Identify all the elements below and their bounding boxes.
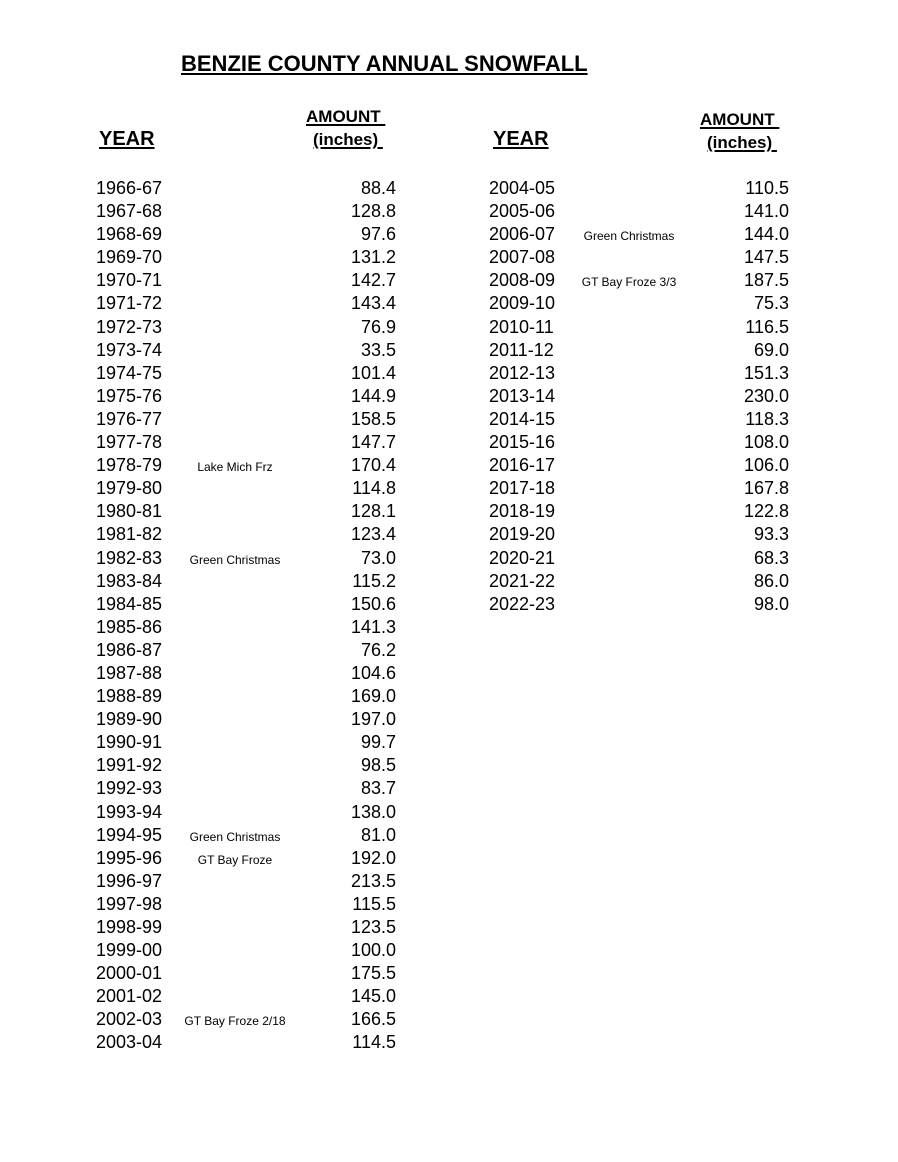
snowfall-amount: 114.5 [352,1032,396,1053]
season-year: 1984-85 [96,593,163,614]
season-year: 1983-84 [96,570,163,591]
season-year: 2000-01 [96,963,163,984]
season-year: 1972-73 [96,316,163,337]
snowfall-amount: 99.7 [360,732,396,753]
snowfall-amount: 118.3 [745,408,789,429]
snowfall-amount: 230.0 [743,385,789,406]
right-amount-header-line1: AMOUNT [700,110,780,129]
season-year: 1991-92 [96,755,163,776]
table-row [96,479,396,502]
snowfall-amount: 169.0 [350,686,396,707]
table-row [96,803,396,826]
snowfall-amount: 192.0 [350,847,396,868]
snowfall-amount: 98.5 [360,755,396,776]
table-row [489,410,789,433]
table-row [96,294,396,317]
table-row [96,733,396,756]
snowfall-amount: 142.7 [350,270,396,291]
table-row [489,202,789,225]
table-row [96,433,396,456]
season-year: 1975-76 [96,385,163,406]
season-year: 2014-15 [489,408,556,429]
season-year: 2015-16 [489,432,556,453]
table-row [96,572,396,595]
table-row [96,248,396,271]
table-row [96,387,396,410]
season-year: 1980-81 [96,501,163,522]
table-row [96,1033,396,1056]
season-year: 2006-07 [489,224,556,245]
snowfall-amount: 76.2 [360,639,396,660]
season-year: 1977-78 [96,432,163,453]
snowfall-amount: 122.8 [743,501,789,522]
left-snowfall-list [96,179,396,1057]
snowfall-amount: 115.2 [352,570,396,591]
table-row [96,849,396,872]
season-year: 2004-05 [489,178,556,198]
snowfall-amount: 150.6 [350,593,396,614]
season-year: 1994-95 [96,824,163,845]
table-row [489,271,789,294]
season-year: 1992-93 [96,778,163,799]
season-year: 2007-08 [489,247,556,268]
season-year: 2022-23 [489,593,556,614]
table-row [96,225,396,248]
season-year: 2008-09 [489,270,556,291]
season-year: 1979-80 [96,478,163,499]
table-row [96,779,396,802]
season-year: 1989-90 [96,709,163,730]
season-year: 1966-67 [96,178,163,198]
table-row [489,248,789,271]
table-row [96,941,396,964]
season-year: 2002-03 [96,1009,163,1030]
snowfall-amount: 143.4 [350,293,396,314]
snowfall-amount: 147.5 [743,247,789,268]
season-year: 2011-12 [489,339,554,360]
season-year: 1993-94 [96,801,163,822]
season-year: 1981-82 [96,524,163,545]
snowfall-amount: 141.3 [350,616,396,637]
season-note: GT Bay Froze [197,852,273,867]
season-year: 2021-22 [489,570,556,591]
table-row [489,179,789,202]
table-row [489,456,789,479]
snowfall-amount: 83.7 [360,778,396,799]
season-year: 1967-68 [96,201,163,222]
season-year: 1973-74 [96,339,163,360]
snowfall-amount: 141.0 [743,201,789,222]
season-year: 2016-17 [489,455,556,476]
snowfall-amount: 166.5 [350,1009,396,1030]
snowfall-amount: 101.4 [350,362,396,383]
snowfall-amount: 104.6 [350,662,396,683]
season-year: 1978-79 [96,455,163,476]
snowfall-amount: 108.0 [743,432,789,453]
season-year: 1996-97 [96,870,163,891]
snowfall-amount: 138.0 [350,801,396,822]
table-row [96,710,396,733]
right-snowfall-list [489,179,789,618]
table-row [96,918,396,941]
snowfall-amount: 123.5 [350,917,396,937]
snowfall-amount: 158.5 [350,408,396,429]
season-year: 1976-77 [96,408,163,429]
table-row [489,595,789,618]
left-amount-header-line1: AMOUNT [306,107,386,126]
snowfall-amount: 144.9 [350,385,396,406]
snowfall-amount: 81.0 [360,824,396,845]
snowfall-amount: 187.5 [743,270,789,291]
table-row [96,341,396,364]
season-year: 1987-88 [96,662,163,683]
table-row [96,525,396,548]
table-row [96,549,396,572]
season-year: 1971-72 [96,293,163,314]
table-row [489,525,789,548]
season-year: 1974-75 [96,362,163,383]
season-year: 1986-87 [96,639,163,660]
snowfall-amount: 76.9 [360,316,396,337]
table-row [489,549,789,572]
season-year: 1999-00 [96,940,163,961]
snowfall-amount: 147.7 [350,432,396,453]
table-row [96,964,396,987]
snowfall-amount: 88.4 [360,178,396,198]
snowfall-amount: 144.0 [743,224,789,245]
right-year-header: YEAR [493,128,549,150]
table-row [96,618,396,641]
season-year: 1969-70 [96,247,163,268]
season-note: GT Bay Froze 2/18 [184,1014,286,1029]
snowfall-amount: 68.3 [753,547,789,568]
table-row [489,479,789,502]
snowfall-amount: 116.5 [745,316,789,337]
season-note: Green Christmas [583,229,675,244]
table-row [96,687,396,710]
snowfall-amount: 69.0 [753,339,789,360]
season-note: Green Christmas [189,829,281,844]
table-row [96,364,396,387]
table-row [96,202,396,225]
table-row [489,502,789,525]
snowfall-amount: 114.8 [352,478,396,499]
snowfall-amount: 151.3 [743,362,789,383]
table-row [96,502,396,525]
table-row [96,872,396,895]
table-row [96,595,396,618]
season-year: 2017-18 [489,478,556,499]
snowfall-amount: 123.4 [350,524,396,545]
season-year: 2003-04 [96,1032,163,1053]
snowfall-amount: 73.0 [360,547,396,568]
table-row [96,987,396,1010]
season-note: GT Bay Froze 3/3 [581,275,677,290]
season-year: 2001-02 [96,986,163,1007]
season-year: 1998-99 [96,917,163,937]
snowfall-amount: 213.5 [350,870,396,891]
table-row [96,179,396,202]
snowfall-amount: 98.0 [753,593,789,614]
table-row [96,1010,396,1033]
season-year: 1997-98 [96,893,163,914]
table-row [96,271,396,294]
season-year: 2019-20 [489,524,556,545]
table-row [96,826,396,849]
table-row [96,456,396,479]
snowfall-amount: 110.5 [745,178,789,198]
snowfall-amount: 115.5 [352,893,396,914]
left-year-header: YEAR [99,128,155,150]
snowfall-amount: 170.4 [350,455,396,476]
table-row [489,433,789,456]
snowfall-amount: 86.0 [753,570,789,591]
table-row [489,387,789,410]
season-year: 2020-21 [489,547,556,568]
table-row [96,756,396,779]
table-row [96,410,396,433]
table-row [489,364,789,387]
snowfall-amount: 106.0 [743,455,789,476]
snowfall-amount: 131.2 [350,247,396,268]
season-year: 2012-13 [489,362,556,383]
table-row [489,294,789,317]
season-year: 1970-71 [96,270,163,291]
season-year: 2005-06 [489,201,556,222]
season-year: 2010-11 [489,316,554,337]
snowfall-amount: 97.6 [360,224,396,245]
snowfall-amount: 175.5 [350,963,396,984]
snowfall-amount: 128.1 [350,501,396,522]
season-year: 2009-10 [489,293,556,314]
season-year: 1995-96 [96,847,163,868]
snowfall-amount: 93.3 [753,524,789,545]
right-amount-header-line2: (inches) [707,133,777,152]
season-year: 2013-14 [489,385,556,406]
season-note: Lake Mich Frz [197,460,273,475]
season-year: 2018-19 [489,501,556,522]
season-year: 1988-89 [96,686,163,707]
season-year: 1982-83 [96,547,163,568]
page-title: BENZIE COUNTY ANNUAL SNOWFALL [181,51,588,76]
left-amount-header-line2: (inches) [313,130,383,149]
table-row [489,341,789,364]
table-row [96,664,396,687]
season-year: 1990-91 [96,732,163,753]
table-row [489,225,789,248]
snowfall-amount: 75.3 [753,293,789,314]
table-row [489,572,789,595]
season-note: Green Christmas [189,552,281,567]
season-year: 1968-69 [96,224,163,245]
table-row [96,895,396,918]
table-row [489,318,789,341]
snowfall-amount: 100.0 [350,940,396,961]
snowfall-amount: 197.0 [350,709,396,730]
snowfall-amount: 145.0 [350,986,396,1007]
snowfall-amount: 128.8 [350,201,396,222]
snowfall-amount: 33.5 [360,339,396,360]
table-row [96,318,396,341]
season-year: 1985-86 [96,616,163,637]
table-row [96,641,396,664]
snowfall-amount: 167.8 [743,478,789,499]
